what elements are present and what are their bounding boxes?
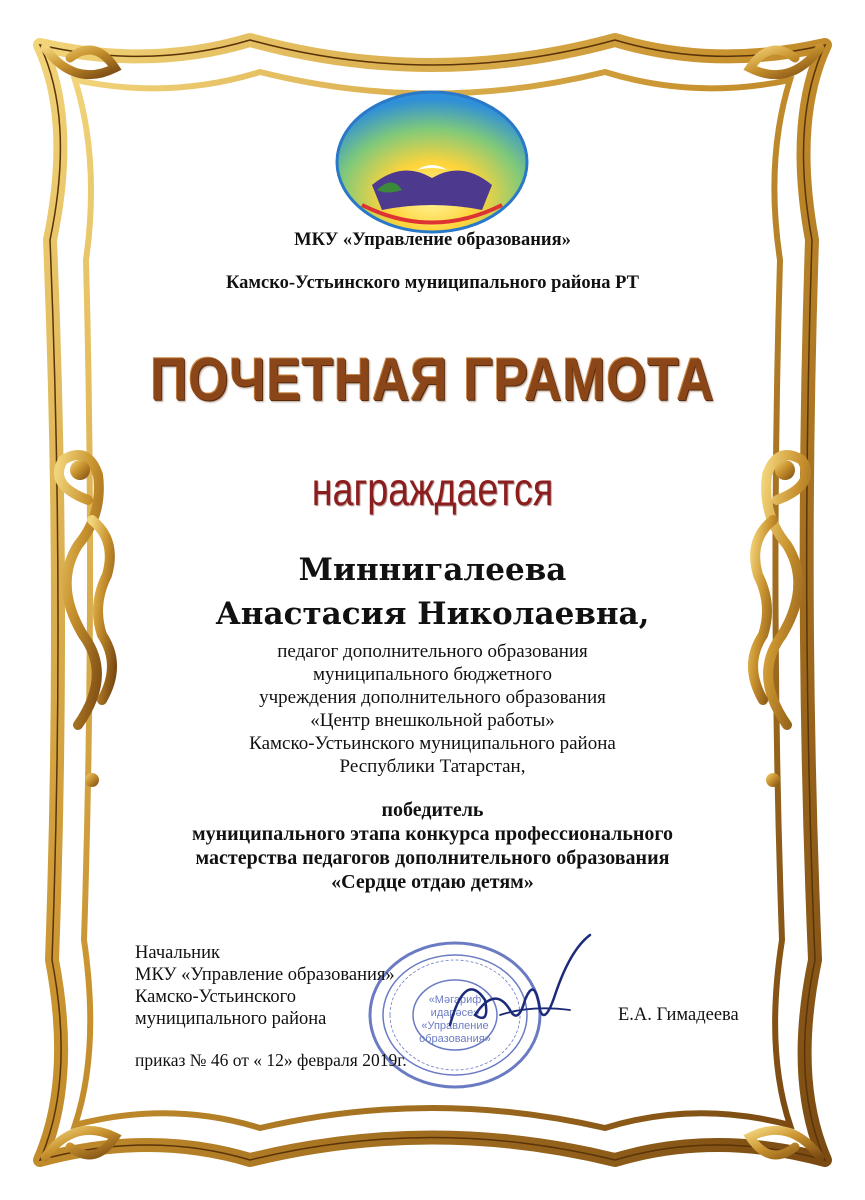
organization-logo (332, 90, 532, 235)
order-reference: приказ № 46 от « 12» февраля 2019г. (135, 1050, 407, 1070)
signatory-line: Камско-Устьинского (135, 987, 296, 1007)
awarded-label: награждается (311, 463, 554, 515)
signatory-line: МКУ «Управление образования» (135, 965, 395, 985)
svg-text:«Управление: «Управление (421, 1020, 489, 1032)
achievement-line: мастерства педагогов дополнительного образования (195, 847, 670, 869)
organization-line-2: Камско-Устьинского муниципального района РТ (225, 273, 640, 293)
recipient-surname: Миннигалеева (298, 552, 567, 588)
svg-text:образования»: образования» (419, 1033, 491, 1045)
recipient-given-names: Анастасия Николаевна, (215, 596, 650, 632)
svg-text:«Мәгариф: «Мәгариф (428, 994, 482, 1006)
certificate-title: ПОЧЕТНАЯ ГРАМОТА (150, 346, 715, 413)
achievement-line: «Сердце отдаю детям» (331, 871, 534, 893)
position-line: Республики Татарстан, (339, 756, 526, 777)
position-line: муниципального бюджетного (312, 664, 552, 685)
signatory-line: Начальник (135, 943, 220, 963)
signatory-name: Е.А. Гимадеева (618, 1005, 739, 1025)
achievement-line: победитель (381, 799, 484, 821)
position-line: педагог дополнительного образования (277, 641, 588, 662)
position-line: учреждения дополнительного образования (259, 687, 606, 708)
handwritten-signature (440, 930, 600, 1040)
position-line: Камско-Устьинского муниципального района (249, 733, 616, 754)
position-line: «Центр внешкольной работы» (310, 710, 555, 731)
svg-text:идарәсе»: идарәсе» (430, 1007, 480, 1019)
organization-line-1: МКУ «Управление образования» (294, 230, 571, 250)
signatory-line: муниципального района (135, 1009, 327, 1029)
achievement-line: муниципального этапа конкурса профессионального (191, 823, 674, 845)
